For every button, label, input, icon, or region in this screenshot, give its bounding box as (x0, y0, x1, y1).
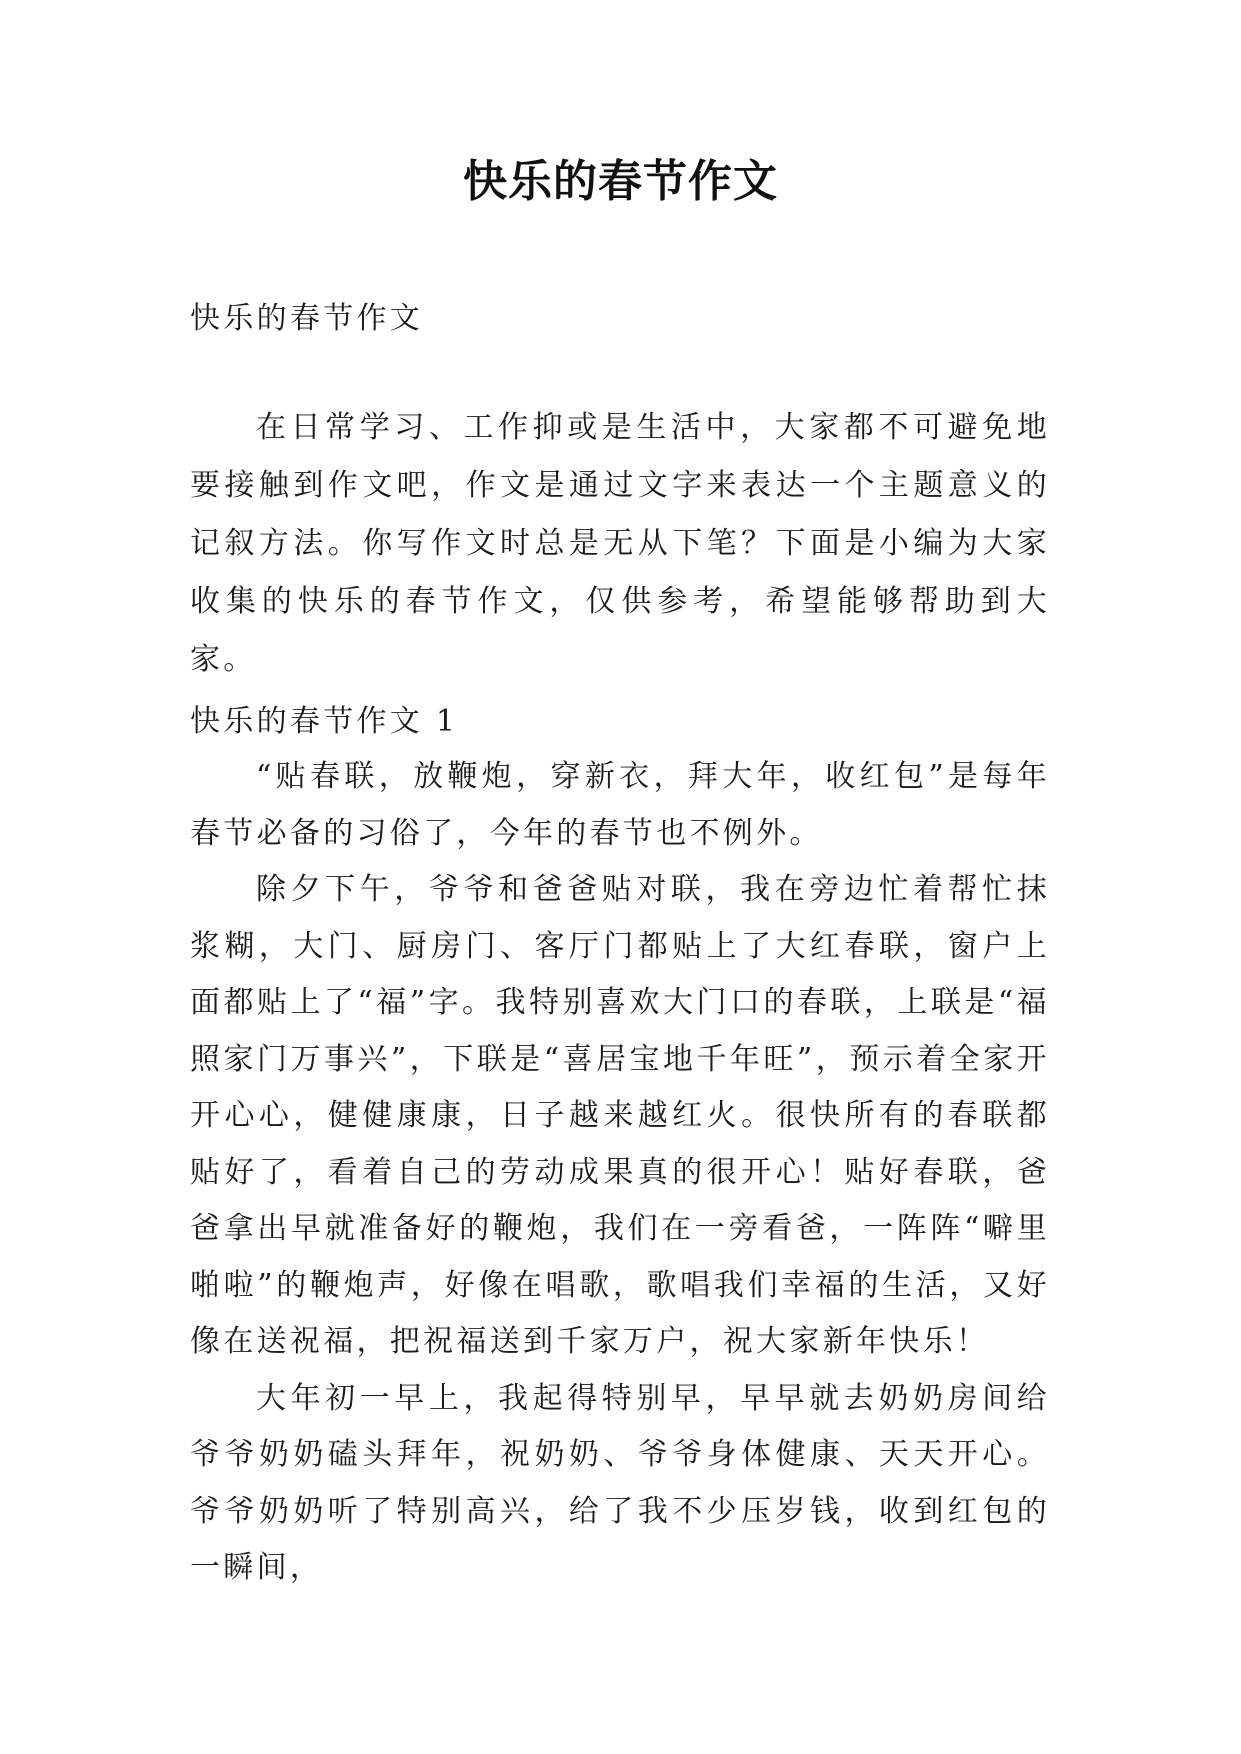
essay-paragraph-3: 大年初一早上，我起得特别早，早早就去奶奶房间给爷爷奶奶磕头拜年，祝奶奶、爷爷身体健康、天天开心。爷爷奶奶听了特别高兴，给了我不少压岁钱，收到红包的一瞬间， (190, 1380, 1050, 1585)
essay-body (190, 749, 1050, 1597)
intro-paragraph: 在日常学习、工作抑或是生活中，大家都不可避免地要接触到作文吧，作文是通过文字来表达一个主题意义的记叙方法。你写作文时总是无从下笔？下面是小编为大家收集的快乐的春节作文，仅供参考，希望能够帮助到大家。 (190, 410, 1050, 677)
section-heading: 快乐的春节作文 1 (190, 704, 459, 739)
essay-paragraph-2: 除夕下午，爷爷和爸爸贴对联，我在旁边忙着帮忙抹浆糊，大门、厨房门、客厅门都贴上了大红春联，窗户上面都贴上了“福”字。我特别喜欢大门口的春联，上联是“福照家门万事兴”，下联是“喜居宝地千年旺”，预示着全家开开心心，健健康康，日子越来越红火。很快所有的春联都贴好了，看着自己的劳动成果真的很开心！贴好春联，爸爸拿出早就准备好的鞭炮，我们在一旁看爸，一阵阵“噼里啪啦”的鞭炮声，好像在唱歌，歌唱我们幸福的生活，又好像在送祝福，把祝福送到千家万户，祝大家新年快乐！ (190, 872, 1050, 1359)
document-title: 快乐的春节作文 (463, 156, 778, 207)
document-subtitle: 快乐的春节作文 (190, 301, 424, 336)
essay-paragraph-1: “贴春联，放鞭炮，穿新衣，拜大年，收红包”是每年春节必备的习俗了，今年的春节也不例外。 (190, 759, 1050, 851)
